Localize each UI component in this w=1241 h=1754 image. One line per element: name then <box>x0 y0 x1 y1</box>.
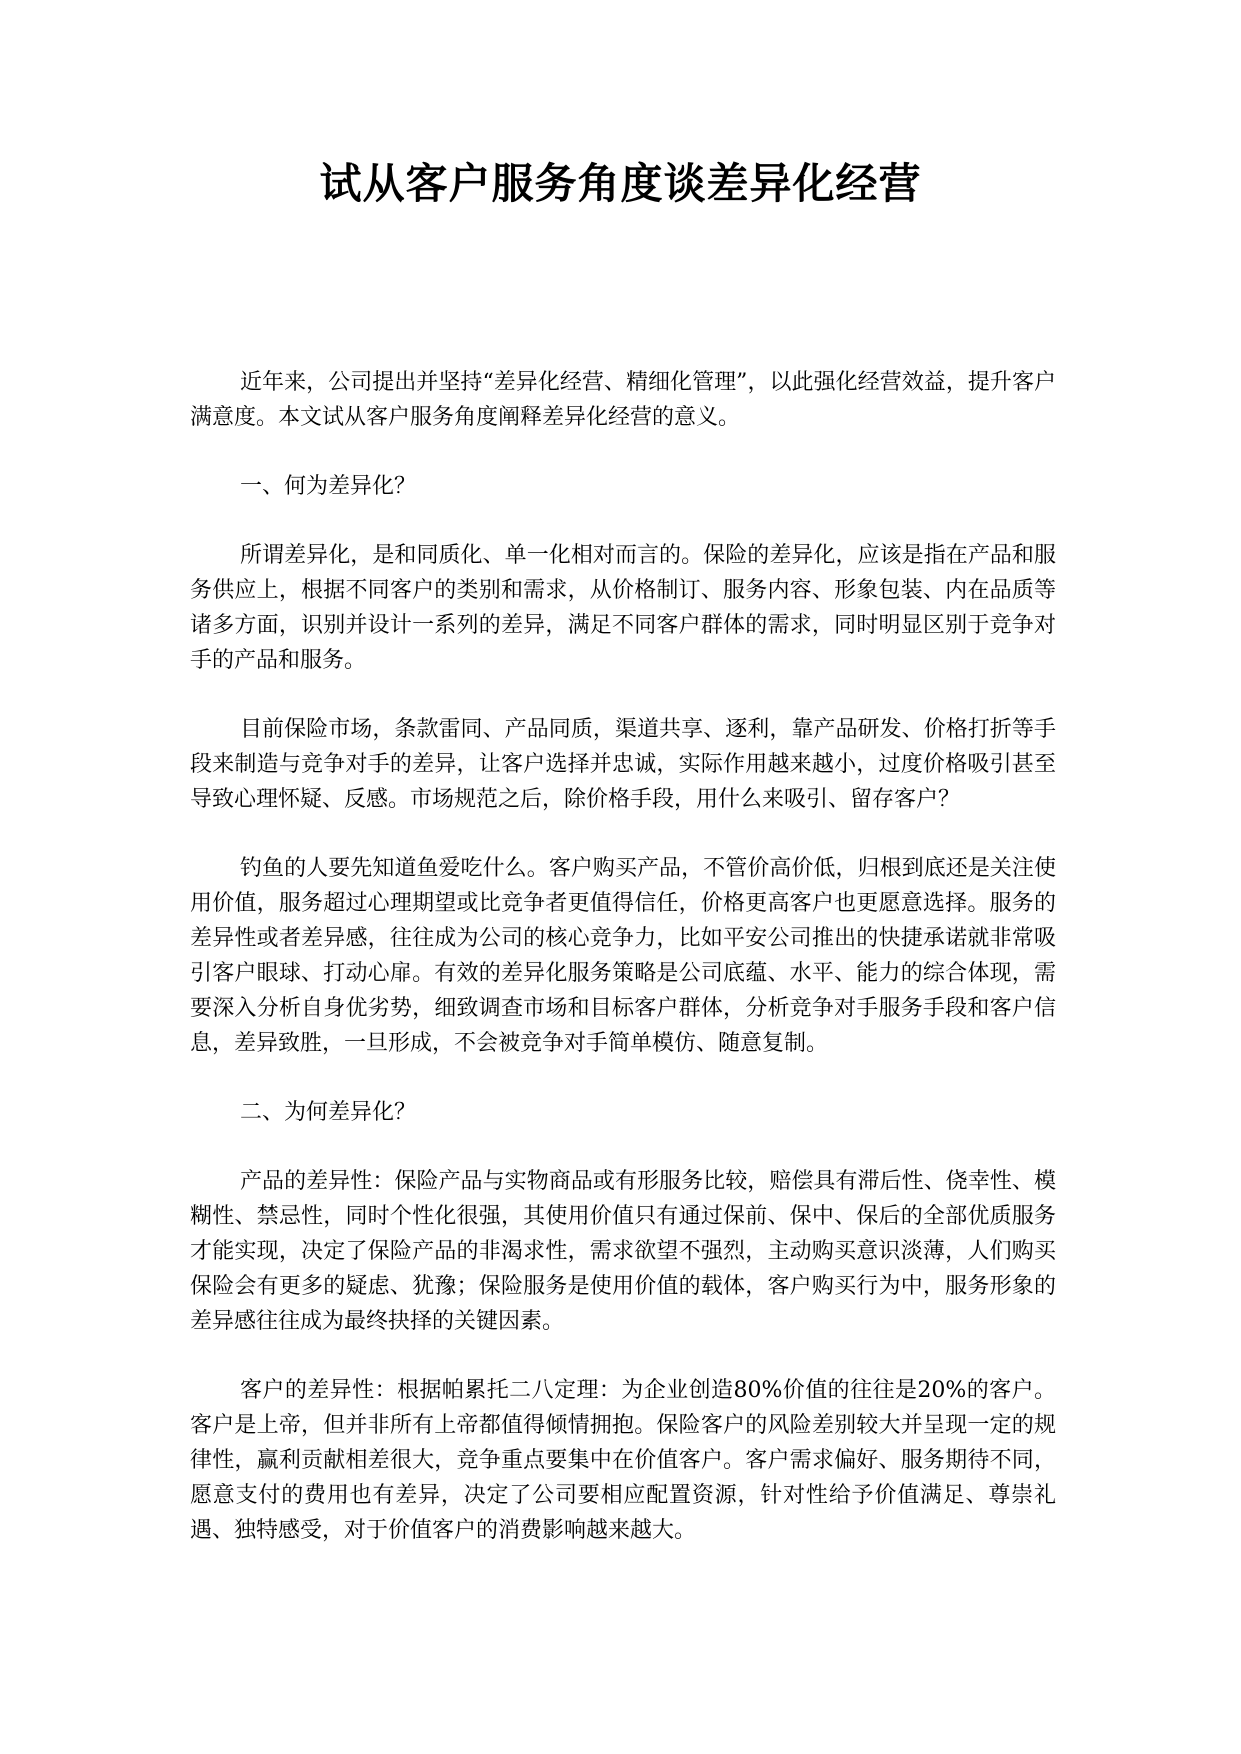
paragraph-product-difference: 产品的差异性：保险产品与实物商品或有形服务比较，赔偿具有滞后性、侥幸性、模糊性、禁忌性，同时个性化很强，其使用价值只有通过保前、保中、保后的全部优质服务才能实现，决定了保险产品的非渴求性，需求欲望不强烈，主动购买意识淡薄，人们购买保险会有更多的疑虑、犹豫；保险服务是使用价值的载体，客户购买行为中，服务形象的差异感往往成为最终抉择的关键因素。 <box>190 1169 1056 1334</box>
document-body <box>190 365 1056 1582</box>
section-heading-1: 一、何为差异化？ <box>240 474 417 499</box>
paragraph-definition: 所谓差异化，是和同质化、单一化相对而言的。保险的差异化，应该是指在产品和服务供应上，根据不同客户的类别和需求，从价格制订、服务内容、形象包装、内在品质等诸多方面，识别并设计一系列的差异，满足不同客户群体的需求，同时明显区别于竞争对手的产品和服务。 <box>190 543 1056 673</box>
paragraph-fishing: 钓鱼的人要先知道鱼爱吃什么。客户购买产品，不管价高价低，归根到底还是关注使用价值，服务超过心理期望或比竞争者更值得信任，价格更高客户也更愿意选择。服务的差异性或者差异感，往往成为公司的核心竞争力，比如平安公司推出的快捷承诺就非常吸引客户眼球、打动心扉。有效的差异化服务策略是公司底蕴、水平、能力的综合体现，需要深入分析自身优劣势，细致调查市场和目标客户群体，分析竞争对手服务手段和客户信息，差异致胜，一旦形成，不会被竞争对手简单模仿、随意复制。 <box>190 856 1056 1056</box>
document-title: 试从客户服务角度谈差异化经营 <box>319 159 922 208</box>
paragraph-intro: 近年来，公司提出并坚持“差异化经营、精细化管理”，以此强化经营效益，提升客户满意度。本文试从客户服务角度阐释差异化经营的意义。 <box>190 370 1056 430</box>
paragraph-customer-difference: 客户的差异性：根据帕累托二八定理：为企业创造80%价值的往往是20%的客户。客户是上帝，但并非所有上帝都值得倾情拥抱。保险客户的风险差别较大并呈现一定的规律性，赢利贡献相差很大，竞争重点要集中在价值客户。客户需求偏好、服务期待不同，愿意支付的费用也有差异，决定了公司要相应配置资源，针对性给予价值满足、尊崇礼遇、独特感受，对于价值客户的消费影响越来越大。 <box>190 1378 1056 1543</box>
paragraph-market: 目前保险市场，条款雷同、产品同质，渠道共享、逐利，靠产品研发、价格打折等手段来制造与竞争对手的差异，让客户选择并忠诚，实际作用越来越小，过度价格吸引甚至导致心理怀疑、反感。市场规范之后，除价格手段，用什么来吸引、留存客户？ <box>190 717 1056 812</box>
section-heading-2: 二、为何差异化？ <box>240 1100 417 1125</box>
